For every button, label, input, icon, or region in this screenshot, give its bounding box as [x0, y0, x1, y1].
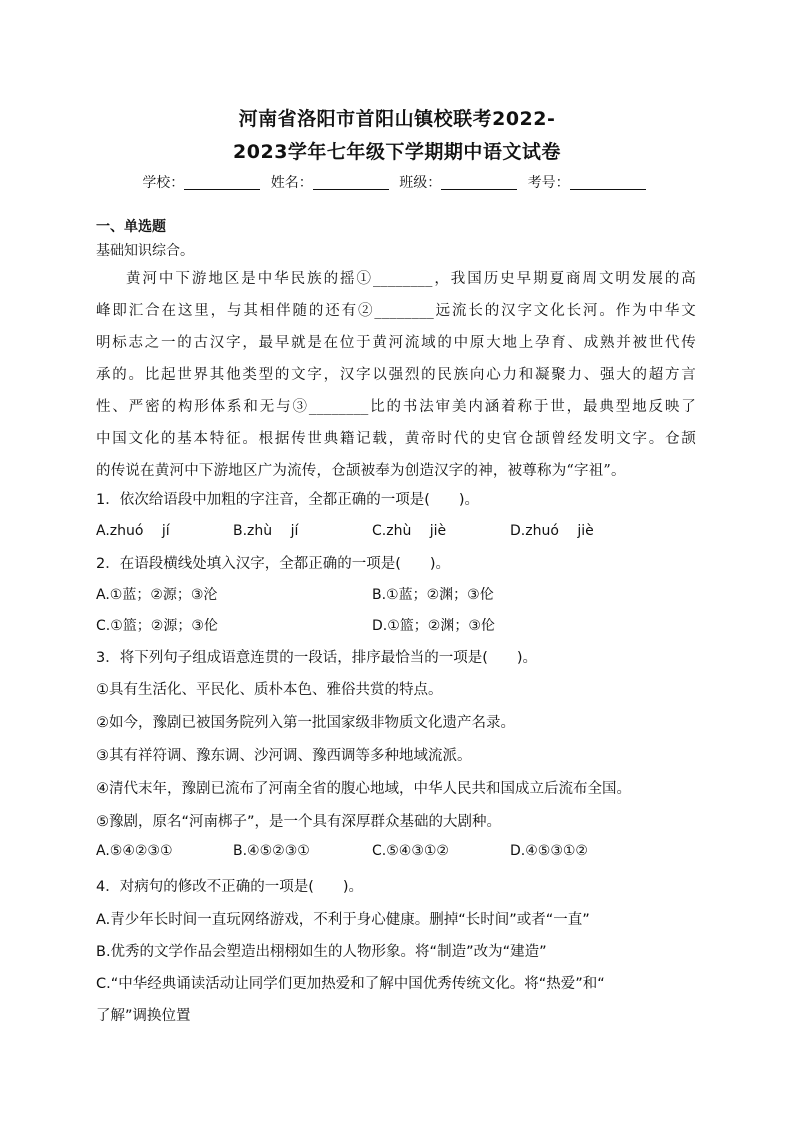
question-2-stem: 2．在语段横线处填入汉字，全都正确的一项是( )。 [96, 556, 451, 572]
q3-option-d[interactable]: D.④⑤③①② [510, 843, 588, 859]
passage-line: 性、严密的构形体系和无与③________比的书法审美内涵着称于世，最典型地反映了 [96, 399, 696, 415]
exam-title-line-2: 2023学年七年级下学期期中语文试卷 [233, 141, 561, 163]
school-blank[interactable] [184, 175, 260, 190]
q1-option-c[interactable]: C.zhù jiè [372, 523, 447, 539]
passage-line: 承的。比起世界其他类型的文字，汉字以强烈的民族向心力和凝聚力、强大的超方言 [96, 367, 696, 383]
q2-option-b[interactable]: B.①蓝；②渊；③伦 [372, 587, 494, 603]
passage-line: 明标志之一的古汉字，最早就是在位于黄河流域的中原大地上孕育、成熟并被世代传 [96, 335, 696, 351]
name-blank[interactable] [313, 175, 389, 190]
q1-option-d[interactable]: D.zhuó jiè [510, 523, 594, 539]
class-label: 班级： [399, 175, 442, 191]
q2-option-c[interactable]: C.①篮；②源；③伦 [96, 618, 218, 634]
q2-option-a[interactable]: A.①蓝；②源；③沦 [96, 587, 218, 603]
passage-line: 黄河中下游地区是中华民族的摇①________，我国历史早期夏商周文明发展的高 [126, 271, 696, 287]
class-blank[interactable] [441, 175, 517, 190]
question-4-stem: 4．对病句的修改不正确的一项是( )。 [96, 879, 364, 895]
q3-sentence: ②如今，豫剧已被国务院列入第一批国家级非物质文化遗产名录。 [96, 715, 515, 731]
exam-title-line-1: 河南省洛阳市首阳山镇校联考2022- [238, 108, 556, 130]
passage-line: 的传说在黄河中下游地区广为流传，仓颉被奉为创造汉字的神，被尊称为“字祖”。 [96, 463, 626, 479]
q3-sentence: ④清代末年，豫剧已流布了河南全省的腹心地域，中华人民共和国成立后流布全国。 [96, 781, 631, 797]
passage-line: 中国文化的基本特征。根据传世典籍记载，黄帝时代的史官仓颉曾经发明文字。仓颉 [96, 431, 696, 447]
section-subtitle: 基础知识综合。 [96, 243, 194, 259]
q4-option-c-continued: 了解”调换位置 [96, 1008, 191, 1024]
passage-line: 峰即汇合在这里，与其相伴随的还有②________远流长的汉字文化长河。作为中华文 [96, 303, 696, 319]
school-label: 学校： [142, 175, 185, 191]
q1-option-a[interactable]: A.zhuó jí [96, 523, 170, 539]
q3-option-c[interactable]: C.⑤④③①② [372, 843, 449, 859]
q3-sentence: ③其有祥符调、豫东调、沙河调、豫西调等多种地域流派。 [96, 748, 472, 764]
q4-option-a[interactable]: A.青少年长时间一直玩网络游戏，不利于身心健康。删掉“长时间”或者“一直” [96, 912, 590, 928]
number-label: 考号： [527, 175, 570, 191]
q3-option-b[interactable]: B.④⑤②③① [233, 843, 310, 859]
q3-sentence: ①具有生活化、平民化、质朴本色、雅俗共赏的特点。 [96, 682, 443, 698]
question-3-stem: 3．将下列句子组成语意连贯的一段话，排序最恰当的一项是( )。 [96, 650, 538, 666]
q4-option-b[interactable]: B.优秀的文学作品会塑造出栩栩如生的人物形象。将“制造”改为“建造” [96, 944, 547, 960]
section-heading: 一、单选题 [96, 219, 166, 235]
number-blank[interactable] [570, 175, 646, 190]
question-1-stem: 1．依次给语段中加粗的字注音，全都正确的一项是( )。 [96, 492, 480, 508]
q1-option-b[interactable]: B.zhù jí [233, 523, 299, 539]
q2-option-d[interactable]: D.①篮；②渊；③伦 [372, 618, 495, 634]
reading-passage [96, 269, 696, 493]
q4-option-c[interactable]: C.“中华经典诵读活动让同学们更加热爱和了解中国优秀传统文化。将“热爱”和“ [96, 976, 605, 992]
name-label: 姓名： [270, 175, 313, 191]
student-info-line [0, 172, 794, 192]
q3-sentence: ⑤豫剧，原名“河南梆子”，是一个具有深厚群众基础的大剧种。 [96, 814, 502, 830]
q3-option-a[interactable]: A.⑤④②③① [96, 843, 173, 859]
